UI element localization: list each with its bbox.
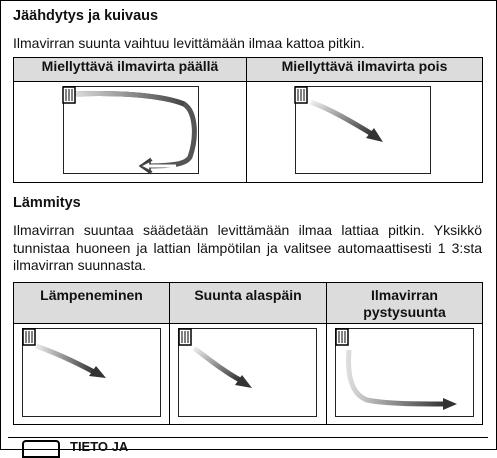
heating-table	[13, 282, 483, 425]
cooling-col-off: Miellyttävä ilmavirta pois	[247, 58, 483, 82]
cooling-heading: Jäähdytys ja kuivaus	[13, 8, 159, 24]
indoor-unit-icon	[22, 328, 42, 350]
cooling-off-illustration	[247, 82, 482, 182]
downward-illustration	[170, 324, 326, 424]
cooling-table	[13, 57, 483, 183]
warmup-illustration	[14, 324, 169, 424]
indoor-unit-icon	[294, 86, 314, 108]
cooling-text: Ilmavirran suunta vaihtuu levittämään ilmaa kattoa pitkin.	[13, 35, 365, 51]
indoor-unit-icon	[178, 328, 198, 350]
cooling-col-on: Miellyttävä ilmavirta päällä	[14, 58, 247, 82]
footer-heading: TIETO JA	[70, 439, 129, 454]
indoor-unit-icon	[62, 86, 82, 108]
heating-heading: Lämmitys	[13, 195, 81, 211]
vertical-illustration	[327, 324, 482, 424]
heating-col-downward: Suunta alaspäin	[170, 283, 327, 324]
airflow-arrow-icon	[247, 82, 483, 182]
heating-col-vertical: Ilmavirran pystysuunta	[327, 283, 483, 324]
heating-text: Ilmavirran suuntaa säädetään levittämään ilmaa lattiaa pitkin. Yksikkö tunnistaa huoneen ja lattian lämpötilan ja valitsee automaattisesti 1 3:sta ilmavirran suunnasta.	[13, 222, 482, 273]
indoor-unit-icon	[335, 328, 355, 350]
footer-divider	[8, 437, 488, 438]
info-icon	[22, 440, 60, 458]
heating-col-warmup: Lämpeneminen	[14, 283, 170, 324]
cooling-on-illustration	[14, 82, 246, 182]
airflow-arrow-icon	[14, 82, 247, 182]
